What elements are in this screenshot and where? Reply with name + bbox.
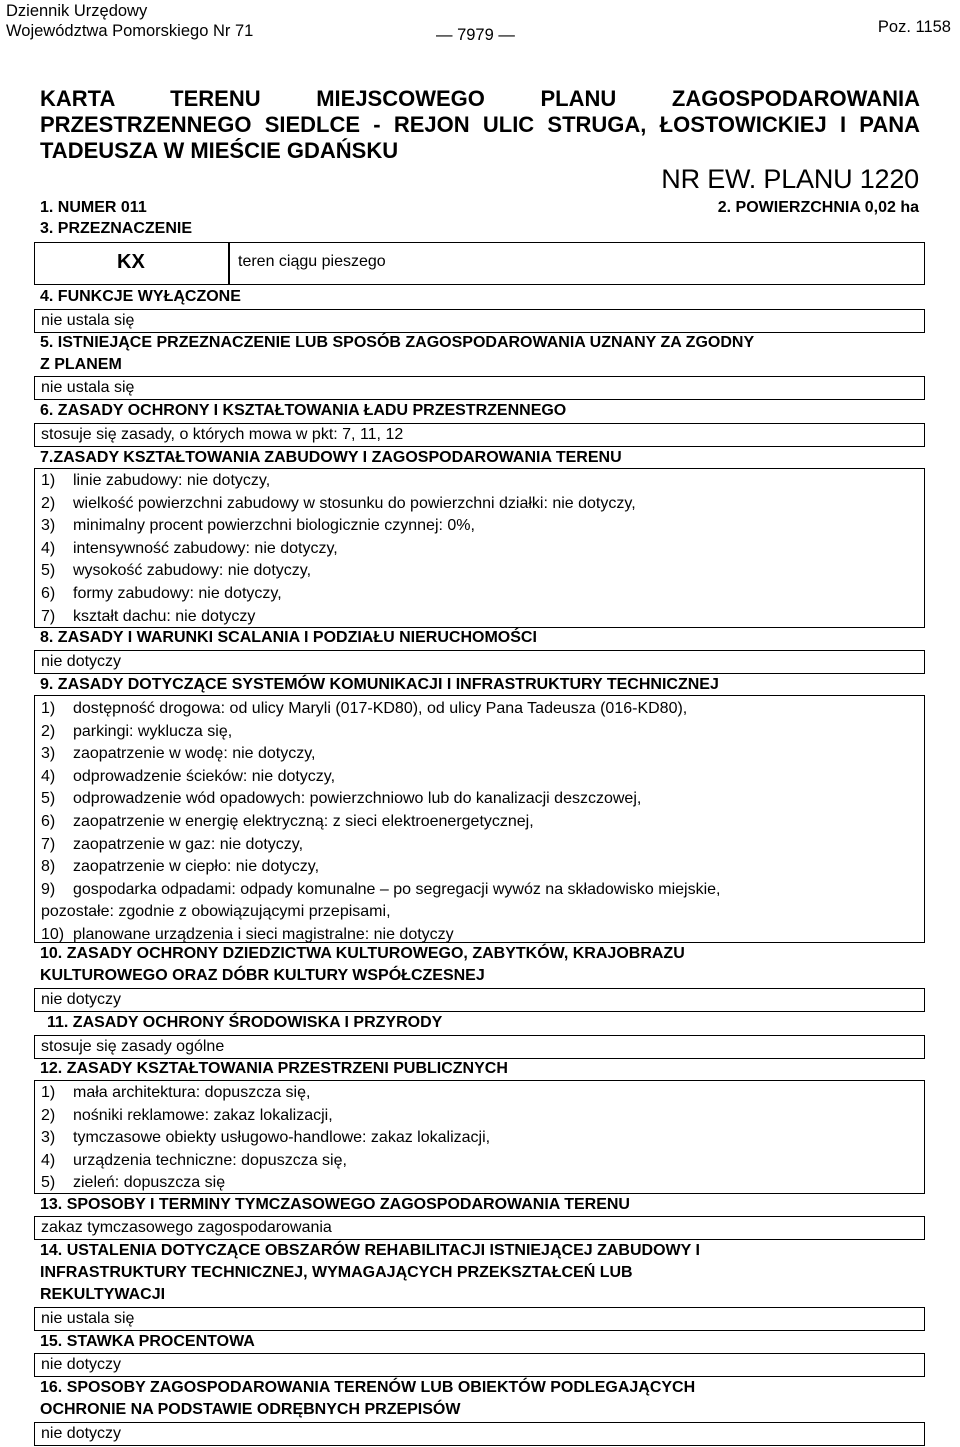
section-15-box: [34, 1353, 925, 1377]
document-title: [40, 86, 920, 164]
section-14-heading-line-1: 14. USTALENIA DOTYCZĄCE OBSZARÓW REHABILITACJI ISTNIEJĄCEJ ZABUDOWY I: [40, 1242, 700, 1259]
title-line-1: KARTA TERENU MIEJSCOWEGO PLANU ZAGOSPODAROWANIA: [40, 86, 920, 111]
list-item-text: tymczasowe obiekty usługowo-handlowe: zakaz lokalizacji,: [73, 1129, 491, 1147]
list-item-text: wielkość powierzchni zabudowy w stosunku do powierzchni działki: nie dotyczy,: [73, 494, 636, 512]
section-8-box: [34, 650, 925, 674]
section-10-heading-line-2: KULTUROWEGO ORAZ DÓBR KULTURY WSPÓŁCZESNEJ: [40, 967, 485, 984]
section-12-list: [41, 1082, 924, 1195]
section-12-heading: 12. ZASADY KSZTAŁTOWANIA PRZESTRZENI PUBLICZNYCH: [40, 1060, 508, 1077]
section-7-item-2: [41, 493, 924, 516]
section-6-heading: 6. ZASADY OCHRONY I KSZTAŁTOWANIA ŁADU PRZESTRZENNEGO: [40, 402, 567, 419]
section-3-heading: 3. PRZEZNACZENIE: [40, 220, 193, 237]
list-item-text: odprowadzenie wód opadowych: powierzchniowo lub do kanalizacji deszczowej,: [73, 790, 642, 808]
section-9-item-6: [41, 811, 924, 834]
list-item-number: 2): [41, 1106, 56, 1124]
list-item-text: zaopatrzenie w gaz: nie dotyczy,: [73, 835, 304, 853]
list-item-text: parkingi: wyklucza się,: [73, 722, 233, 740]
page-number: — 7979 —: [436, 26, 515, 44]
journal-name: [6, 1, 253, 41]
section-9-heading: 9. ZASADY DOTYCZĄCE SYSTEMÓW KOMUNIKACJI I INFRASTRUKTURY TECHNICZNEJ: [40, 676, 719, 693]
list-item-number: 3): [41, 1129, 56, 1147]
journal-line-2: Województwa Pomorskiego Nr 71: [6, 22, 254, 40]
list-item-text: gospodarka odpadami: odpady komunalne – po segregacji wywóz na składowisko miejskie,: [73, 880, 721, 898]
section-7-list: [41, 470, 924, 628]
list-item-text: zaopatrzenie w wodę: nie dotyczy,: [73, 745, 316, 763]
section-16-box: [34, 1422, 925, 1446]
plan-number: NR EW. PLANU 1220: [661, 164, 919, 194]
section-1-number: 1. NUMER 011: [40, 199, 147, 216]
list-item-number: 3): [41, 745, 56, 763]
designation-box: [34, 242, 925, 285]
list-item-number: 5): [41, 790, 56, 808]
section-16-heading: [40, 1377, 920, 1421]
designation-code: KX: [117, 251, 145, 273]
title-line-2: PRZESTRZENNEGO SIEDLCE - REJON ULIC STRUGA, ŁOSTOWICKIEJ I PANA: [40, 112, 920, 137]
section-2-area: 2. POWIERZCHNIA 0,02 ha: [717, 199, 919, 216]
section-4-heading: 4. FUNKCJE WYŁĄCZONE: [40, 288, 241, 305]
section-4-box: [34, 309, 925, 333]
list-item-text: nośniki reklamowe: zakaz lokalizacji,: [73, 1106, 333, 1124]
section-7-item-1: [41, 470, 924, 493]
list-item-number: 1): [41, 472, 56, 489]
section-13-heading: 13. SPOSOBY I TERMINY TYMCZASOWEGO ZAGOSPODAROWANIA TERENU: [40, 1196, 630, 1213]
section-10-heading-line-1: 10. ZASADY OCHRONY DZIEDZICTWA KULTUROWEGO, ZABYTKÓW, KRAJOBRAZU: [40, 945, 685, 962]
list-item-number: 5): [41, 1174, 56, 1192]
section-12-item-1: [41, 1082, 924, 1105]
section-5-value: nie ustala się: [41, 379, 135, 396]
section-15-value: nie dotyczy: [41, 1356, 122, 1373]
section-7-item-7: [41, 606, 924, 629]
section-12-item-4: [41, 1150, 924, 1173]
list-item-text: wysokość zabudowy: nie dotyczy,: [73, 562, 312, 580]
list-item-number: 6): [41, 584, 56, 602]
section-12-item-5: [41, 1172, 924, 1195]
section-11-heading: 11. ZASADY OCHRONY ŚRODOWISKA I PRZYRODY: [47, 1014, 443, 1031]
list-item-number: 2): [41, 494, 56, 512]
section-14-value: nie ustala się: [41, 1310, 135, 1327]
section-12-item-3: [41, 1127, 924, 1150]
list-item-number: 1): [41, 700, 56, 717]
list-item-number: 7): [41, 835, 56, 853]
section-7-item-5: [41, 560, 924, 583]
list-item-text: mała architektura: dopuszcza się,: [73, 1084, 311, 1101]
section-8-heading: 8. ZASADY I WARUNKI SCALANIA I PODZIAŁU NIERUCHOMOŚCI: [40, 629, 537, 646]
list-item-text: formy zabudowy: nie dotyczy,: [73, 584, 282, 602]
list-item-text: intensywność zabudowy: nie dotyczy,: [73, 539, 338, 557]
section-9-item-9-continuation: pozostałe: zgodnie z obowiązującymi przepisami,: [41, 903, 391, 921]
section-5-heading-line-1: 5. ISTNIEJĄCE PRZEZNACZENIE LUB SPOSÓB ZAGOSPODAROWANIA UZNANY ZA ZGODNY: [40, 334, 755, 351]
section-9-item-7: [41, 834, 924, 857]
list-item-text: minimalny procent powierzchni biologicznie czynnej: 0%,: [73, 517, 475, 535]
section-7-box: [34, 468, 925, 628]
section-16-heading-line-1: 16. SPOSOBY ZAGOSPODAROWANIA TERENÓW LUB OBIEKTÓW PODLEGAJĄCYCH: [40, 1379, 696, 1396]
section-5-box: [34, 376, 925, 400]
list-item-text: dostępność drogowa: od ulicy Maryli (017-KD80), od ulicy Pana Tadeusza (016-KD80),: [73, 700, 688, 717]
section-14-heading: [40, 1240, 920, 1306]
section-9-item-1: [41, 698, 924, 721]
section-9-item-4: [41, 766, 924, 789]
list-item-number: 3): [41, 517, 56, 535]
list-item-number: 6): [41, 812, 56, 830]
position-number: Poz. 1158: [877, 18, 951, 36]
section-12-item-2: [41, 1105, 924, 1128]
section-10-value: nie dotyczy: [41, 991, 122, 1008]
designation-divider: [228, 243, 230, 284]
section-14-heading-line-3: REKULTYWACJI: [40, 1286, 166, 1303]
section-16-heading-line-2: OCHRONIE NA PODSTAWIE ODRĘBNYCH PRZEPISÓW: [40, 1401, 461, 1418]
section-9-item-8: [41, 856, 924, 879]
section-16-value: nie dotyczy: [41, 1425, 122, 1442]
list-item-text: zieleń: dopuszcza się: [73, 1174, 226, 1192]
section-9-item-9: [41, 879, 924, 902]
list-item-number: 4): [41, 539, 56, 557]
section-15-heading: 15. STAWKA PROCENTOWA: [40, 1333, 255, 1350]
section-7-item-6: [41, 583, 924, 606]
list-item-text: zaopatrzenie w energię elektryczną: z sieci elektroenergetycznej,: [73, 812, 534, 830]
journal-line-1: Dziennik Urzędowy: [6, 2, 148, 20]
section-6-value: stosuje się zasady, o których mowa w pkt: 7, 11, 12: [41, 426, 404, 443]
list-item-text: kształt dachu: nie dotyczy: [73, 607, 256, 625]
list-item-text: urządzenia techniczne: dopuszcza się,: [73, 1151, 347, 1169]
list-item-number: 2): [41, 722, 56, 740]
section-9-item-10: 10) planowane urządzenia i sieci magistralne: nie dotyczy: [41, 925, 454, 943]
section-13-box: [34, 1216, 925, 1240]
section-14-heading-line-2: INFRASTRUKTURY TECHNICZNEJ, WYMAGAJĄCYCH PRZEKSZTAŁCEŃ LUB: [40, 1264, 633, 1281]
section-13-value: zakaz tymczasowego zagospodarowania: [41, 1219, 332, 1236]
list-item-number: 7): [41, 607, 56, 625]
section-6-box: [34, 423, 925, 447]
section-8-value: nie dotyczy: [41, 653, 122, 670]
list-item-number: 8): [41, 858, 56, 876]
list-item-number: 9): [41, 880, 56, 898]
title-line-3: TADEUSZA W MIEŚCIE GDAŃSKU: [40, 138, 399, 163]
section-5-heading-line-2: Z PLANEM: [40, 356, 122, 373]
list-item-number: 1): [41, 1084, 56, 1101]
section-9-item-5: [41, 788, 924, 811]
section-9-list: [41, 698, 924, 901]
section-9-box: [34, 695, 925, 943]
section-4-value: nie ustala się: [41, 312, 135, 329]
list-item-text: zaopatrzenie w ciepło: nie dotyczy,: [73, 858, 320, 876]
section-11-value: stosuje się zasady ogólne: [41, 1038, 225, 1055]
section-10-heading: [40, 943, 920, 987]
section-7-item-4: [41, 538, 924, 561]
section-7-item-3: [41, 515, 924, 538]
section-12-box: [34, 1080, 925, 1194]
list-item-number: 4): [41, 1151, 56, 1169]
section-10-box: [34, 988, 925, 1012]
list-item-number: 4): [41, 767, 56, 785]
designation-description: teren ciągu pieszego: [238, 253, 386, 270]
section-14-box: [34, 1307, 925, 1331]
list-item-text: odprowadzenie ścieków: nie dotyczy,: [73, 767, 336, 785]
section-7-heading: 7.ZASADY KSZTAŁTOWANIA ZABUDOWY I ZAGOSPODAROWANIA TERENU: [40, 449, 622, 466]
list-item-text: linie zabudowy: nie dotyczy,: [73, 472, 271, 489]
section-9-item-2: [41, 721, 924, 744]
section-9-item-3: [41, 743, 924, 766]
list-item-number: 5): [41, 562, 56, 580]
section-11-box: [34, 1035, 925, 1059]
section-5-heading: [40, 332, 920, 376]
